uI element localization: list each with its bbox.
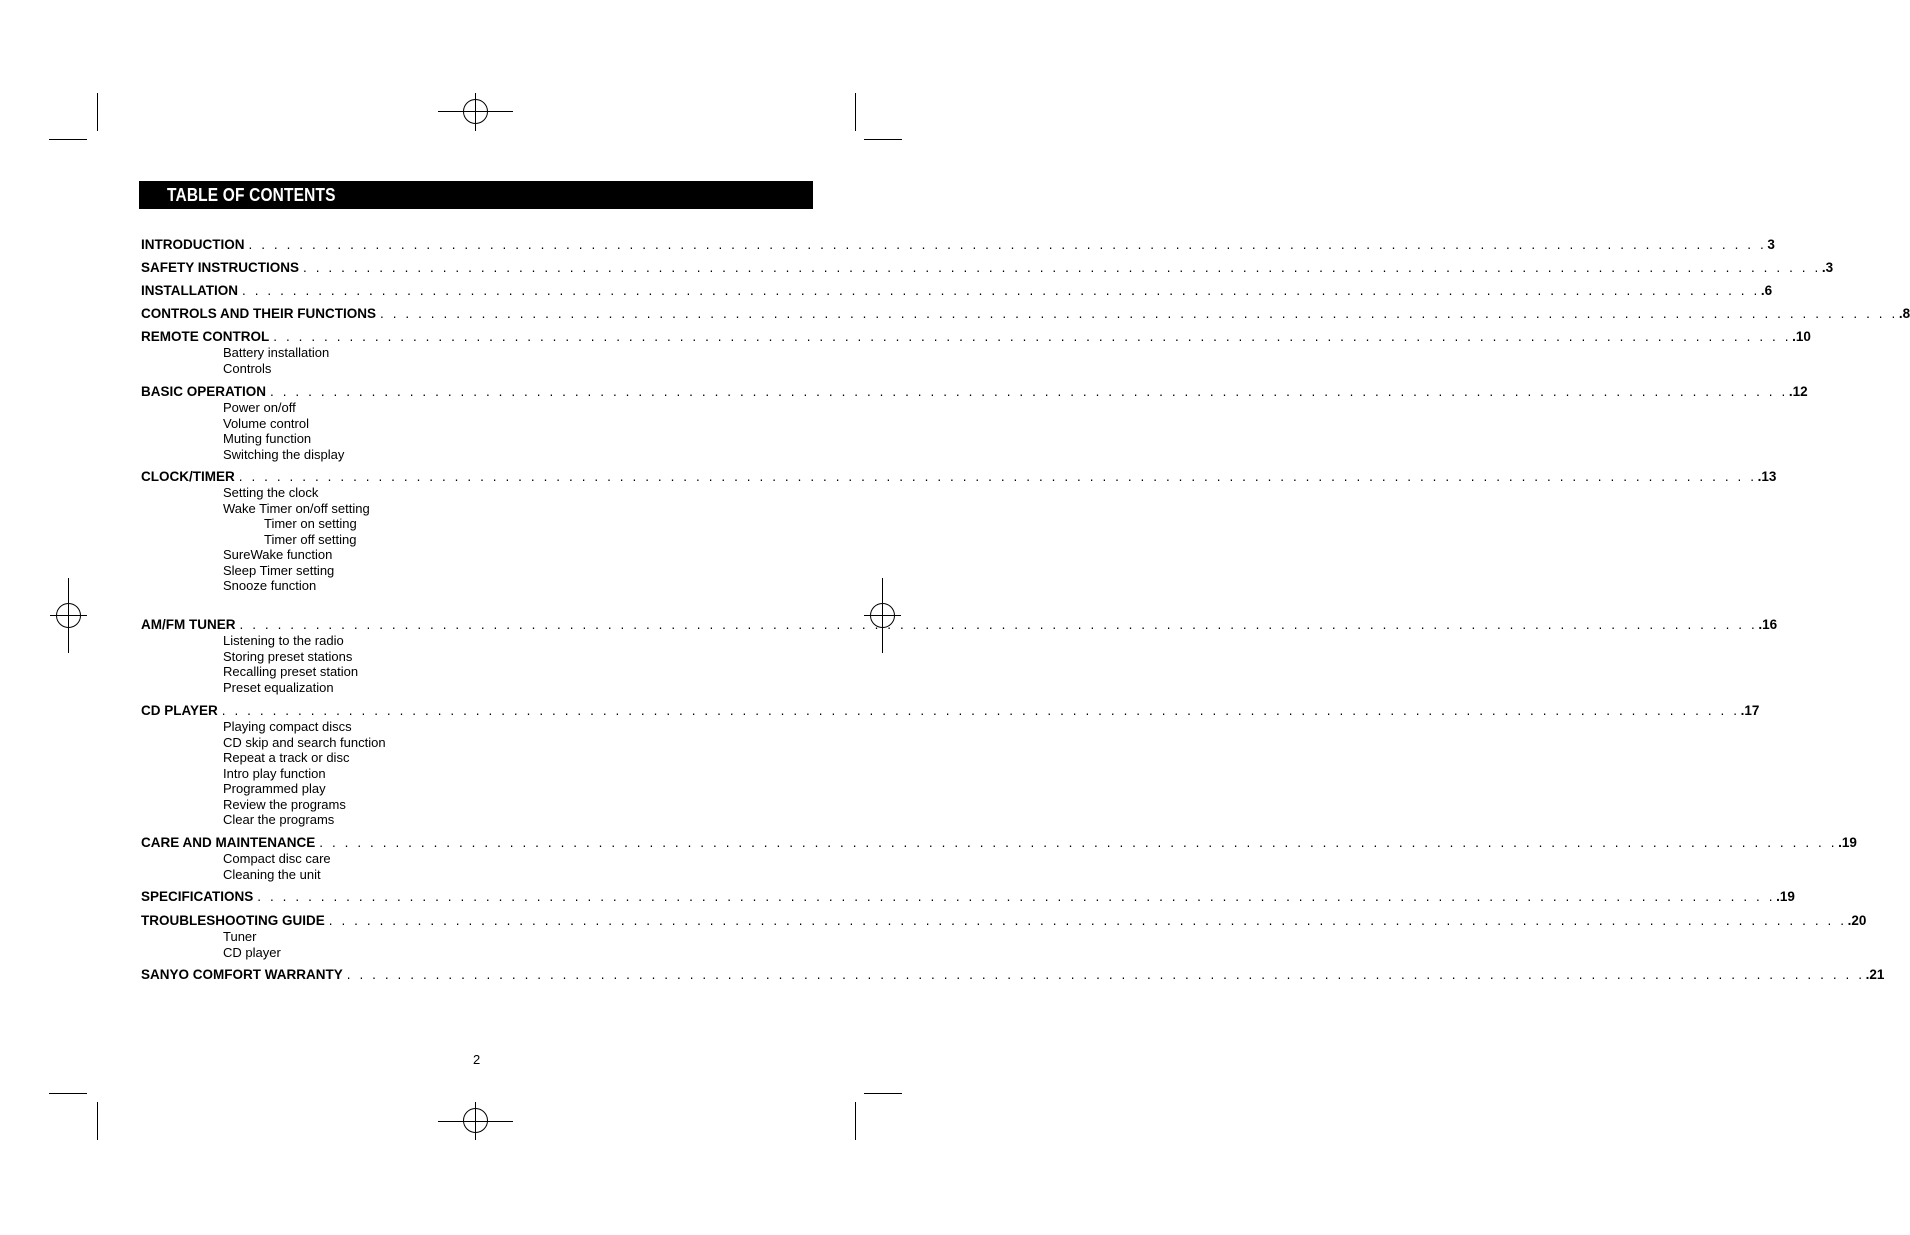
toc-entry-title: CARE AND MAINTENANCE — [141, 835, 316, 850]
toc-entry-title: CD PLAYER — [141, 703, 218, 718]
toc-entry — [141, 260, 1834, 277]
toc-leader-dots: . . . . . . . . . . . . . . . . . . . . . . . . . . . . . . . . . . . . . . . . . . . . . . . . . . . . . . . . . . . . . . . . . . . . . . . . . . . . . . . . . . . . . . . . . . . . . . . . . . . . . . . . . . . . . . . . . . . . . . . . — [319, 835, 1838, 850]
toc-subentry: Volume control — [223, 415, 309, 431]
toc-leader-dots: . . . . . . . . . . . . . . . . . . . . . . . . . . . . . . . . . . . . . . . . . . . . . . . . . . . . . . . . . . . . . . . . . . . . . . . . . . . . . . . . . . . . . . . . . . . . . . . . . . . . . . . . . . . . . . . . . . . . . . . . — [270, 384, 1788, 399]
header-bar — [139, 181, 813, 209]
toc-entry-title: REMOTE CONTROL — [141, 329, 270, 344]
page-title: TABLE OF CONTENTS — [167, 185, 336, 205]
toc-entry-page: .3 — [1821, 260, 1834, 275]
toc-subentry: Wake Timer on/off setting — [223, 500, 370, 516]
toc-leader-dots: . . . . . . . . . . . . . . . . . . . . . . . . . . . . . . . . . . . . . . . . . . . . . . . . . . . . . . . . . . . . . . . . . . . . . . . . . . . . . . . . . . . . . . . . . . . . . . . . . . . . . . . . . . . . . . . . . . . . . . . . — [248, 237, 1767, 252]
toc-subentry: Preset equalization — [223, 679, 334, 695]
toc-subentry: Sleep Timer setting — [223, 562, 335, 578]
toc-entry-page: .16 — [1758, 617, 1778, 632]
toc-subentry: Snooze function — [223, 578, 317, 593]
toc-entry-title: TROUBLESHOOTING GUIDE — [141, 913, 325, 928]
crop-mark — [49, 139, 87, 140]
toc-entry — [141, 889, 1795, 906]
toc-subentry: Timer on setting — [264, 516, 357, 531]
toc-subentry: CD player — [223, 944, 281, 960]
toc-leader-dots: . . . . . . . . . . . . . . . . . . . . . . . . . . . . . . . . . . . . . . . . . . . . . . . . . . . . . . . . . . . . . . . . . . . . . . . . . . . . . . . . . . . . . . . . . . . . . . . . . . . . . . . . . . . . . . . . . . . . . . . . — [239, 617, 1758, 632]
toc-entry — [141, 237, 1775, 254]
crop-mark — [97, 93, 98, 131]
toc-entry-page: .8 — [1898, 306, 1910, 321]
toc-entry-page: .17 — [1740, 703, 1760, 718]
toc-leader-dots: . . . . . . . . . . . . . . . . . . . . . . . . . . . . . . . . . . . . . . . . . . . . . . . . . . . . . . . . . . . . . . . . . . . . . . . . . . . . . . . . . . . . . . . . . . . . . . . . . . . . . . . . . . . . . . . . . . . . . . . . — [380, 306, 1898, 321]
toc-entry — [141, 835, 1857, 852]
toc-leader-dots: . . . . . . . . . . . . . . . . . . . . . . . . . . . . . . . . . . . . . . . . . . . . . . . . . . . . . . . . . . . . . . . . . . . . . . . . . . . . . . . . . . . . . . . . . . . . . . . . . . . . . . . . . . . . . . . . . . . . . . . . — [328, 913, 1847, 928]
toc-entry — [141, 913, 1867, 930]
toc-subentry: Tuner — [223, 929, 257, 944]
toc-entry — [141, 617, 1778, 634]
toc-entry-title: AM/FM TUNER — [141, 617, 236, 632]
toc-entry — [141, 283, 1773, 300]
toc-entry-page: .19 — [1776, 889, 1795, 904]
toc-subentry: Review the programs — [223, 796, 346, 812]
toc-entry — [141, 703, 1760, 720]
crop-mark — [855, 1102, 856, 1140]
toc-subentry: Programmed play — [223, 781, 326, 796]
crop-mark — [97, 1102, 98, 1140]
toc-subentry: Clear the programs — [223, 812, 335, 827]
toc-entry — [141, 329, 1811, 346]
toc-leader-dots: . . . . . . . . . . . . . . . . . . . . . . . . . . . . . . . . . . . . . . . . . . . . . . . . . . . . . . . . . . . . . . . . . . . . . . . . . . . . . . . . . . . . . . . . . . . . . . . . . . . . . . . . . . . . . . . . . . . . . . . . — [242, 283, 1760, 298]
toc-entry — [141, 384, 1808, 401]
toc-subentry: Timer off setting — [264, 531, 357, 547]
toc-subentry: Muting function — [223, 431, 312, 446]
toc-entry-title: INTRODUCTION — [141, 237, 245, 252]
toc-subentry: Repeat a track or disc — [223, 750, 350, 765]
toc-subentry: Battery installation — [223, 345, 330, 360]
toc-entry — [141, 967, 1885, 984]
toc-subentry: Switching the display — [223, 446, 345, 462]
toc-entry-page: 3 — [1767, 237, 1775, 252]
toc-subentry: Cleaning the unit — [223, 866, 321, 882]
toc-subentry: CD skip and search function — [223, 734, 386, 750]
toc-leader-dots: . . . . . . . . . . . . . . . . . . . . . . . . . . . . . . . . . . . . . . . . . . . . . . . . . . . . . . . . . . . . . . . . . . . . . . . . . . . . . . . . . . . . . . . . . . . . . . . . . . . . . . . . . . . . . . . . . . . . . . . . — [221, 703, 1740, 718]
toc-entry-title: CONTROLS AND THEIR FUNCTIONS — [141, 306, 376, 321]
toc-entry-title: CLOCK/TIMER — [141, 469, 235, 484]
toc-entry-title: BASIC OPERATION — [141, 384, 267, 399]
crop-mark — [864, 139, 902, 140]
toc-subentry: SureWake function — [223, 547, 333, 562]
toc-leader-dots: . . . . . . . . . . . . . . . . . . . . . . . . . . . . . . . . . . . . . . . . . . . . . . . . . . . . . . . . . . . . . . . . . . . . . . . . . . . . . . . . . . . . . . . . . . . . . . . . . . . . . . . . . . . . . . . . . . . . . . . . — [346, 967, 1865, 982]
toc-subentry: Compact disc care — [223, 851, 331, 866]
toc-entry-page: .10 — [1792, 329, 1811, 344]
toc-entry-page: .21 — [1865, 967, 1885, 982]
toc-subentry: Controls — [223, 360, 272, 376]
toc-entry-page: .6 — [1760, 283, 1773, 298]
toc-entry-page: .13 — [1757, 469, 1777, 484]
toc-subentry: Setting the clock — [223, 485, 319, 500]
crop-mark — [864, 1093, 902, 1094]
toc-entry-title: SAFETY INSTRUCTIONS — [141, 260, 300, 275]
toc-leader-dots: . . . . . . . . . . . . . . . . . . . . . . . . . . . . . . . . . . . . . . . . . . . . . . . . . . . . . . . . . . . . . . . . . . . . . . . . . . . . . . . . . . . . . . . . . . . . . . . . . . . . . . . . . . . . . . . . . . . . . . . . — [273, 329, 1792, 344]
toc-entry-title: INSTALLATION — [141, 283, 238, 298]
toc-subentry: Power on/off — [223, 400, 296, 415]
crop-mark — [49, 1093, 87, 1094]
toc-entry-title: SANYO COMFORT WARRANTY — [141, 967, 343, 982]
toc-subentry: Playing compact discs — [223, 719, 352, 734]
toc-leader-dots: . . . . . . . . . . . . . . . . . . . . . . . . . . . . . . . . . . . . . . . . . . . . . . . . . . . . . . . . . . . . . . . . . . . . . . . . . . . . . . . . . . . . . . . . . . . . . . . . . . . . . . . . . . . . . . . . . . . . . . . . — [238, 469, 1757, 484]
toc-subentry: Recalling preset station — [223, 664, 359, 679]
page-number: 2 — [473, 1052, 481, 1067]
toc-leader-dots: . . . . . . . . . . . . . . . . . . . . . . . . . . . . . . . . . . . . . . . . . . . . . . . . . . . . . . . . . . . . . . . . . . . . . . . . . . . . . . . . . . . . . . . . . . . . . . . . . . . . . . . . . . . . . . . . . . . . . . . . — [303, 260, 1821, 275]
toc-entry — [141, 306, 1910, 323]
toc-subentry: Intro play function — [223, 765, 326, 781]
toc-entry-page: .12 — [1788, 384, 1808, 399]
toc-entry-page: .20 — [1847, 913, 1867, 928]
toc-leader-dots: . . . . . . . . . . . . . . . . . . . . . . . . . . . . . . . . . . . . . . . . . . . . . . . . . . . . . . . . . . . . . . . . . . . . . . . . . . . . . . . . . . . . . . . . . . . . . . . . . . . . . . . . . . . . . . . . . . . . . . . . — [257, 889, 1776, 904]
toc-subentry: Listening to the radio — [223, 633, 344, 648]
toc-entry — [141, 469, 1777, 486]
toc-subentry: Storing preset stations — [223, 648, 353, 664]
toc-entry-title: SPECIFICATIONS — [141, 889, 254, 904]
crop-mark — [855, 93, 856, 131]
toc-entry-page: .19 — [1838, 835, 1857, 850]
